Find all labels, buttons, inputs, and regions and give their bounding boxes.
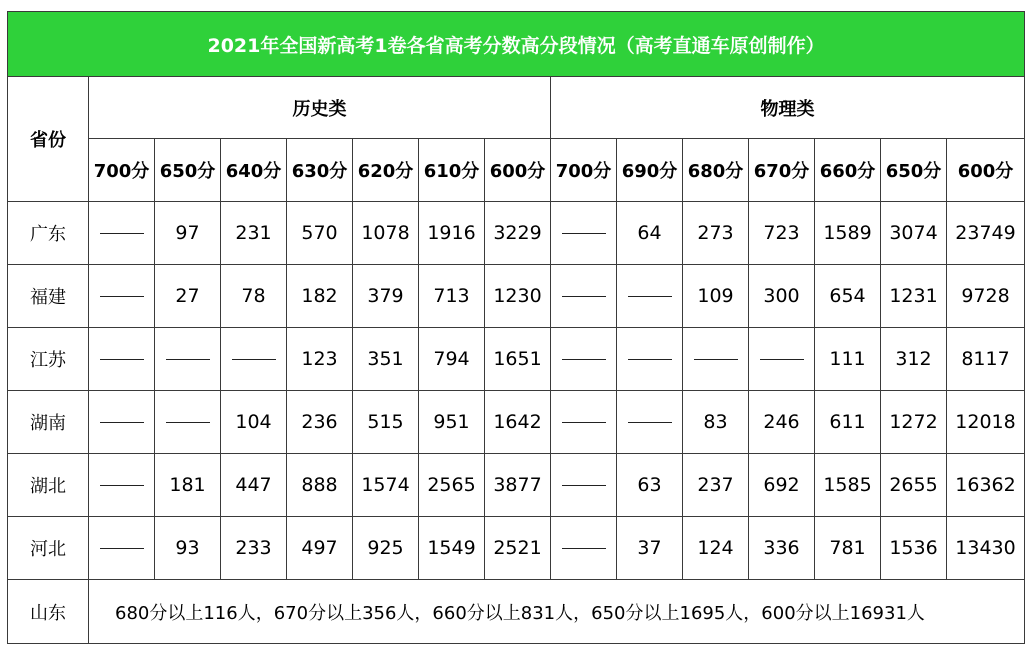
history-count-cell: 1642 bbox=[485, 391, 551, 454]
history-count-dash-cell bbox=[155, 328, 221, 391]
physics-count-cell: 300 bbox=[749, 265, 815, 328]
physics-count-dash-cell bbox=[551, 328, 617, 391]
physics-score-header: 690分 bbox=[617, 139, 683, 202]
history-count-dash-cell bbox=[89, 265, 155, 328]
no-data-dash bbox=[562, 296, 606, 297]
no-data-dash bbox=[100, 485, 144, 486]
physics-score-header: 650分 bbox=[881, 139, 947, 202]
history-score-header: 640分 bbox=[221, 139, 287, 202]
history-count-cell: 181 bbox=[155, 454, 221, 517]
physics-score-header: 670分 bbox=[749, 139, 815, 202]
no-data-dash bbox=[562, 359, 606, 360]
shandong-row bbox=[8, 580, 1025, 644]
physics-group-header: 物理类 bbox=[551, 77, 1025, 139]
history-score-header: 620分 bbox=[353, 139, 419, 202]
history-score-header: 600分 bbox=[485, 139, 551, 202]
history-count-cell: 231 bbox=[221, 202, 287, 265]
province-header: 省份 bbox=[8, 77, 89, 202]
history-count-dash-cell bbox=[155, 391, 221, 454]
history-count-cell: 570 bbox=[287, 202, 353, 265]
history-count-cell: 515 bbox=[353, 391, 419, 454]
physics-count-cell: 312 bbox=[881, 328, 947, 391]
physics-count-cell: 1589 bbox=[815, 202, 881, 265]
no-data-dash bbox=[628, 359, 672, 360]
province-cell: 湖北 bbox=[8, 454, 89, 517]
no-data-dash bbox=[562, 548, 606, 549]
physics-count-dash-cell bbox=[617, 328, 683, 391]
history-count-cell: 1574 bbox=[353, 454, 419, 517]
history-group-header: 历史类 bbox=[89, 77, 551, 139]
no-data-dash bbox=[100, 233, 144, 234]
province-cell: 江苏 bbox=[8, 328, 89, 391]
no-data-dash bbox=[100, 296, 144, 297]
physics-count-cell: 23749 bbox=[947, 202, 1025, 265]
physics-count-dash-cell bbox=[551, 454, 617, 517]
physics-count-cell: 83 bbox=[683, 391, 749, 454]
no-data-dash bbox=[100, 422, 144, 423]
history-count-cell: 379 bbox=[353, 265, 419, 328]
history-count-cell: 3229 bbox=[485, 202, 551, 265]
province-cell: 湖南 bbox=[8, 391, 89, 454]
physics-count-cell: 63 bbox=[617, 454, 683, 517]
no-data-dash bbox=[562, 422, 606, 423]
physics-count-cell: 124 bbox=[683, 517, 749, 580]
history-count-cell: 951 bbox=[419, 391, 485, 454]
history-count-cell: 97 bbox=[155, 202, 221, 265]
physics-count-cell: 9728 bbox=[947, 265, 1025, 328]
history-count-cell: 233 bbox=[221, 517, 287, 580]
province-cell: 河北 bbox=[8, 517, 89, 580]
physics-count-cell: 13430 bbox=[947, 517, 1025, 580]
history-count-cell: 2565 bbox=[419, 454, 485, 517]
physics-count-cell: 336 bbox=[749, 517, 815, 580]
history-count-dash-cell bbox=[89, 391, 155, 454]
table-row bbox=[8, 517, 1025, 580]
history-count-cell: 351 bbox=[353, 328, 419, 391]
no-data-dash bbox=[232, 359, 276, 360]
physics-count-cell: 1585 bbox=[815, 454, 881, 517]
group-header-row bbox=[8, 77, 1025, 139]
no-data-dash bbox=[100, 548, 144, 549]
table-row bbox=[8, 265, 1025, 328]
physics-count-cell: 692 bbox=[749, 454, 815, 517]
no-data-dash bbox=[166, 359, 210, 360]
no-data-dash bbox=[100, 359, 144, 360]
table-title: 2021年全国新高考1卷各省高考分数高分段情况（高考直通车原创制作） bbox=[8, 12, 1025, 77]
history-count-cell: 2521 bbox=[485, 517, 551, 580]
history-count-cell: 713 bbox=[419, 265, 485, 328]
physics-count-cell: 2655 bbox=[881, 454, 947, 517]
history-score-header: 610分 bbox=[419, 139, 485, 202]
physics-score-header: 660分 bbox=[815, 139, 881, 202]
no-data-dash bbox=[628, 296, 672, 297]
table-row bbox=[8, 328, 1025, 391]
history-count-cell: 78 bbox=[221, 265, 287, 328]
physics-count-cell: 273 bbox=[683, 202, 749, 265]
table-row bbox=[8, 454, 1025, 517]
history-count-cell: 93 bbox=[155, 517, 221, 580]
physics-count-cell: 12018 bbox=[947, 391, 1025, 454]
history-score-header: 650分 bbox=[155, 139, 221, 202]
no-data-dash bbox=[562, 233, 606, 234]
physics-count-cell: 8117 bbox=[947, 328, 1025, 391]
history-count-cell: 1916 bbox=[419, 202, 485, 265]
physics-count-cell: 37 bbox=[617, 517, 683, 580]
history-count-dash-cell bbox=[221, 328, 287, 391]
history-count-dash-cell bbox=[89, 517, 155, 580]
history-count-dash-cell bbox=[89, 454, 155, 517]
table-row bbox=[8, 202, 1025, 265]
title-row bbox=[8, 12, 1025, 77]
history-count-cell: 1549 bbox=[419, 517, 485, 580]
physics-count-dash-cell bbox=[551, 265, 617, 328]
score-header-row bbox=[8, 139, 1025, 202]
physics-count-cell: 111 bbox=[815, 328, 881, 391]
history-count-cell: 123 bbox=[287, 328, 353, 391]
history-count-cell: 497 bbox=[287, 517, 353, 580]
physics-count-cell: 1536 bbox=[881, 517, 947, 580]
score-table bbox=[7, 11, 1025, 644]
no-data-dash bbox=[562, 485, 606, 486]
no-data-dash bbox=[694, 359, 738, 360]
physics-count-dash-cell bbox=[551, 202, 617, 265]
history-count-cell: 1078 bbox=[353, 202, 419, 265]
physics-count-dash-cell bbox=[617, 265, 683, 328]
province-cell: 山东 bbox=[8, 580, 89, 644]
physics-count-cell: 16362 bbox=[947, 454, 1025, 517]
history-score-header: 630分 bbox=[287, 139, 353, 202]
history-count-cell: 925 bbox=[353, 517, 419, 580]
physics-count-cell: 781 bbox=[815, 517, 881, 580]
physics-count-cell: 237 bbox=[683, 454, 749, 517]
history-score-header: 700分 bbox=[89, 139, 155, 202]
physics-count-cell: 1231 bbox=[881, 265, 947, 328]
physics-count-dash-cell bbox=[683, 328, 749, 391]
shandong-note: 680分以上116人，670分以上356人，660分以上831人，650分以上1695人，600分以上16931人 bbox=[89, 580, 1025, 644]
physics-count-dash-cell bbox=[617, 391, 683, 454]
history-count-cell: 1651 bbox=[485, 328, 551, 391]
physics-count-cell: 1272 bbox=[881, 391, 947, 454]
score-table-container bbox=[7, 11, 1024, 644]
no-data-dash bbox=[760, 359, 804, 360]
history-count-cell: 794 bbox=[419, 328, 485, 391]
physics-count-cell: 246 bbox=[749, 391, 815, 454]
history-count-cell: 888 bbox=[287, 454, 353, 517]
history-count-cell: 27 bbox=[155, 265, 221, 328]
physics-score-header: 700分 bbox=[551, 139, 617, 202]
history-count-dash-cell bbox=[89, 328, 155, 391]
physics-count-cell: 109 bbox=[683, 265, 749, 328]
history-count-dash-cell bbox=[89, 202, 155, 265]
physics-count-dash-cell bbox=[551, 391, 617, 454]
physics-count-cell: 723 bbox=[749, 202, 815, 265]
province-cell: 广东 bbox=[8, 202, 89, 265]
physics-count-cell: 654 bbox=[815, 265, 881, 328]
physics-score-header: 600分 bbox=[947, 139, 1025, 202]
physics-score-header: 680分 bbox=[683, 139, 749, 202]
no-data-dash bbox=[166, 422, 210, 423]
history-count-cell: 182 bbox=[287, 265, 353, 328]
history-count-cell: 104 bbox=[221, 391, 287, 454]
physics-count-cell: 611 bbox=[815, 391, 881, 454]
physics-count-cell: 3074 bbox=[881, 202, 947, 265]
history-count-cell: 447 bbox=[221, 454, 287, 517]
table-row bbox=[8, 391, 1025, 454]
history-count-cell: 1230 bbox=[485, 265, 551, 328]
province-cell: 福建 bbox=[8, 265, 89, 328]
physics-count-dash-cell bbox=[749, 328, 815, 391]
physics-count-dash-cell bbox=[551, 517, 617, 580]
no-data-dash bbox=[628, 422, 672, 423]
physics-count-cell: 64 bbox=[617, 202, 683, 265]
history-count-cell: 3877 bbox=[485, 454, 551, 517]
history-count-cell: 236 bbox=[287, 391, 353, 454]
